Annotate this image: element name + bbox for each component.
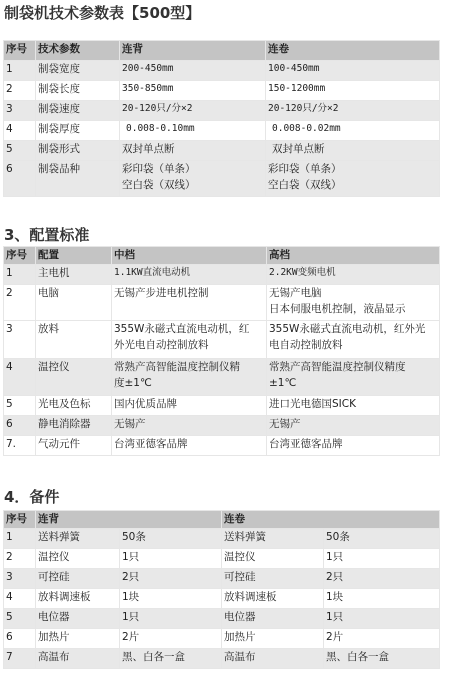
section4-title: 4．备件 bbox=[4, 488, 60, 506]
row-no: 3 bbox=[4, 101, 36, 121]
table-row bbox=[4, 61, 440, 81]
table-row bbox=[4, 609, 440, 629]
row-item: 温控仪 bbox=[36, 359, 112, 396]
header-no: 序号 bbox=[4, 247, 36, 265]
row-item: 静电消除器 bbox=[36, 416, 112, 436]
part-name: 电位器 bbox=[36, 609, 120, 629]
table-row bbox=[4, 416, 440, 436]
row-value bbox=[112, 321, 267, 359]
part-qty: 2只 bbox=[324, 569, 440, 589]
table-header-row bbox=[4, 511, 440, 529]
part-qty: 2只 bbox=[120, 569, 222, 589]
table-row bbox=[4, 569, 440, 589]
spec-table bbox=[3, 40, 440, 197]
row-value: 200-450mm bbox=[120, 61, 266, 81]
part-name: 送料弹簧 bbox=[36, 529, 120, 549]
row-value-line: ±1℃ bbox=[269, 377, 297, 389]
config-table bbox=[3, 246, 440, 456]
part-name: 加热片 bbox=[222, 629, 324, 649]
row-value bbox=[267, 321, 440, 359]
row-value: 无锡产步进电机控制 bbox=[112, 285, 267, 321]
part-qty: 1只 bbox=[324, 549, 440, 569]
part-qty: 黑、白各一盒 bbox=[120, 649, 222, 669]
row-value bbox=[112, 359, 267, 396]
row-value-line: 彩印袋（单条） bbox=[122, 163, 196, 175]
section1-title: 制袋机技术参数表【500型】 bbox=[4, 4, 201, 22]
row-no: 2 bbox=[4, 549, 36, 569]
row-value: 无锡产 bbox=[267, 416, 440, 436]
header-col2: 连卷 bbox=[266, 41, 440, 61]
row-no: 4 bbox=[4, 359, 36, 396]
row-no: 6 bbox=[4, 161, 36, 197]
row-no: 6 bbox=[4, 416, 36, 436]
row-value bbox=[120, 161, 266, 197]
table-row bbox=[4, 549, 440, 569]
row-no: 5 bbox=[4, 396, 36, 416]
row-no: 5 bbox=[4, 141, 36, 161]
header-col1: 连背 bbox=[120, 41, 266, 61]
row-value: 台湾亚德客品牌 bbox=[112, 436, 267, 456]
part-qty: 50条 bbox=[324, 529, 440, 549]
row-value: 150-1200mm bbox=[266, 81, 440, 101]
row-value: 国内优质品牌 bbox=[112, 396, 267, 416]
header-no: 序号 bbox=[4, 511, 36, 529]
row-no: 3 bbox=[4, 321, 36, 359]
row-value-line: 日本伺服电机控制，液晶显示 bbox=[269, 303, 406, 315]
part-name: 温控仪 bbox=[36, 549, 120, 569]
row-value: 0.008-0.02mm bbox=[266, 121, 440, 141]
table-row bbox=[4, 321, 440, 359]
row-no: 1 bbox=[4, 529, 36, 549]
table-row bbox=[4, 629, 440, 649]
row-value: 双封单点断 bbox=[120, 141, 266, 161]
header-mid: 中档 bbox=[112, 247, 267, 265]
row-value-line: 外光电自动控制放料 bbox=[114, 339, 209, 351]
part-qty: 1只 bbox=[120, 549, 222, 569]
part-name: 放料调速板 bbox=[222, 589, 324, 609]
part-name: 电位器 bbox=[222, 609, 324, 629]
row-value: 100-450mm bbox=[266, 61, 440, 81]
row-value: 无锡产 bbox=[112, 416, 267, 436]
row-value-line: 度±1℃ bbox=[114, 377, 152, 389]
part-qty: 黑、白各一盒 bbox=[324, 649, 440, 669]
part-name: 放料调速板 bbox=[36, 589, 120, 609]
row-value bbox=[267, 285, 440, 321]
part-name: 温控仪 bbox=[222, 549, 324, 569]
table-row bbox=[4, 589, 440, 609]
row-item: 放料 bbox=[36, 321, 112, 359]
part-qty: 1块 bbox=[120, 589, 222, 609]
row-value: 台湾亚德客品牌 bbox=[267, 436, 440, 456]
spare-parts-table bbox=[3, 510, 440, 669]
table-row bbox=[4, 81, 440, 101]
part-qty: 1只 bbox=[324, 609, 440, 629]
row-value-line: 电自动控制放料 bbox=[269, 339, 343, 351]
table-row bbox=[4, 121, 440, 141]
row-value-line: 355W永磁式直流电动机，红 bbox=[114, 323, 250, 335]
row-param: 制袋形式 bbox=[36, 141, 120, 161]
row-value: 双封单点断 bbox=[266, 141, 440, 161]
part-qty: 2片 bbox=[120, 629, 222, 649]
row-value-line: 常熟产高智能温度控制仪精 bbox=[114, 361, 240, 373]
part-name: 高温布 bbox=[222, 649, 324, 669]
table-header-row bbox=[4, 247, 440, 265]
table-row bbox=[4, 161, 440, 197]
header-param: 技术参数 bbox=[36, 41, 120, 61]
row-param: 制袋厚度 bbox=[36, 121, 120, 141]
row-value bbox=[267, 359, 440, 396]
table-row bbox=[4, 141, 440, 161]
table-row bbox=[4, 649, 440, 669]
row-value: 350-850mm bbox=[120, 81, 266, 101]
row-param: 制袋长度 bbox=[36, 81, 120, 101]
part-qty: 1只 bbox=[120, 609, 222, 629]
row-item: 电脑 bbox=[36, 285, 112, 321]
row-no: 1 bbox=[4, 265, 36, 285]
row-value-line: 无锡产电脑 bbox=[269, 287, 322, 299]
part-name: 送料弹簧 bbox=[222, 529, 324, 549]
row-item: 气动元件 bbox=[36, 436, 112, 456]
table-row bbox=[4, 529, 440, 549]
section3-title: 3、配置标准 bbox=[4, 226, 90, 244]
header-high: 高档 bbox=[267, 247, 440, 265]
part-qty: 2片 bbox=[324, 629, 440, 649]
row-no: 2 bbox=[4, 285, 36, 321]
part-qty: 1块 bbox=[324, 589, 440, 609]
table-header-row bbox=[4, 41, 440, 61]
row-value-line: 常熟产高智能温度控制仪精度 bbox=[269, 361, 406, 373]
row-param: 制袋品种 bbox=[36, 161, 120, 197]
row-value: 2.2KW变频电机 bbox=[267, 265, 440, 285]
row-item: 主电机 bbox=[36, 265, 112, 285]
row-value: 20-120只/分×2 bbox=[266, 101, 440, 121]
part-name: 可控硅 bbox=[36, 569, 120, 589]
row-no: 7. bbox=[4, 436, 36, 456]
part-name: 可控硅 bbox=[222, 569, 324, 589]
table-row bbox=[4, 265, 440, 285]
part-name: 加热片 bbox=[36, 629, 120, 649]
row-value-line: 355W永磁式直流电动机，红外光 bbox=[269, 323, 426, 335]
header-no: 序号 bbox=[4, 41, 36, 61]
row-value-line: 空白袋（双线） bbox=[268, 179, 342, 191]
row-item: 光电及色标 bbox=[36, 396, 112, 416]
row-param: 制袋速度 bbox=[36, 101, 120, 121]
row-no: 1 bbox=[4, 61, 36, 81]
row-no: 2 bbox=[4, 81, 36, 101]
table-row bbox=[4, 436, 440, 456]
header-col1: 连背 bbox=[36, 511, 222, 529]
row-value: 进口光电德国SICK bbox=[267, 396, 440, 416]
row-value: 20-120只/分×2 bbox=[120, 101, 266, 121]
table-row bbox=[4, 285, 440, 321]
row-no: 6 bbox=[4, 629, 36, 649]
header-col2: 连卷 bbox=[222, 511, 440, 529]
header-item: 配置 bbox=[36, 247, 112, 265]
row-no: 4 bbox=[4, 121, 36, 141]
row-value: 1.1KW直流电动机 bbox=[112, 265, 267, 285]
row-value: 0.008-0.10mm bbox=[120, 121, 266, 141]
row-no: 3 bbox=[4, 569, 36, 589]
table-row bbox=[4, 359, 440, 396]
row-value-line: 空白袋（双线） bbox=[122, 179, 196, 191]
row-no: 7 bbox=[4, 649, 36, 669]
row-value bbox=[266, 161, 440, 197]
row-value-line: 彩印袋（单条） bbox=[268, 163, 342, 175]
row-no: 4 bbox=[4, 589, 36, 609]
part-name: 高温布 bbox=[36, 649, 120, 669]
row-no: 5 bbox=[4, 609, 36, 629]
row-param: 制袋宽度 bbox=[36, 61, 120, 81]
table-row bbox=[4, 396, 440, 416]
part-qty: 50条 bbox=[120, 529, 222, 549]
table-row bbox=[4, 101, 440, 121]
